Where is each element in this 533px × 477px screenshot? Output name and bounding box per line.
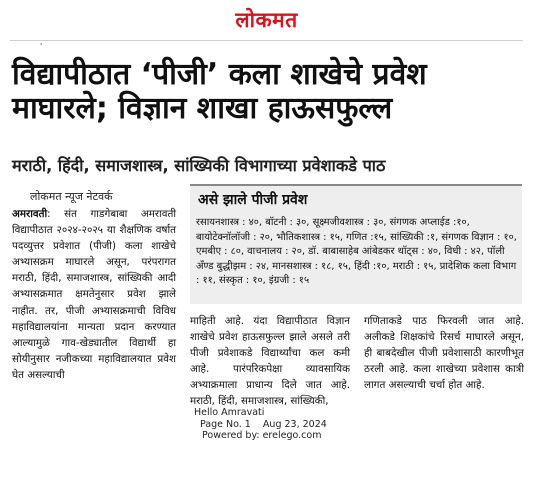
- subheadline: मराठी, हिंदी, समाजशास्त्र, सांख्यिकी विभागाच्या प्रवेशाकडे पाठ: [12, 156, 386, 175]
- edition-mark: ': [40, 42, 43, 51]
- article-text-left: : संत गाडगेबाबा अमरावती विद्यापीठात २०२४-२०२५ या शैक्षणिक वर्षात पदव्युत्तर प्रवेशात (पीजी) कला शाखेचे अभ्यासक्रम माघारले असून, परंपरागत मराठी, हिंदी, समाजशास्त्र, सांख्यिकी आदी अभ्यासक्रमात क्षमतेनुसार प्रवेश झाले नाहीत. तर, पीजी अभ्यासक्रमाची विविध महाविद्यालयांना मान्यता प्रदान करण्यात आल्यामुळे गाव-खेड्यातील विद्यार्थी हा सोयीनुसार नजीकच्या महाविद्यालयात प्रवेश घेत असल्याची: [12, 208, 176, 381]
- dateline-city: अमरावती: [12, 208, 48, 220]
- masthead-divider: [10, 40, 523, 41]
- footer-powered-by: Powered by: erelego.com: [202, 430, 322, 442]
- footer-edition: Hello Amravati: [194, 407, 265, 418]
- masthead-logo: लोकमत: [235, 7, 298, 32]
- byline: लोकमत न्यूज नेटवर्क: [30, 190, 113, 203]
- info-box-title: असे झाले पीजी प्रवेश: [198, 192, 308, 208]
- article-column-left: [12, 206, 176, 383]
- info-box-body: रसायनशास्त्र : ४०, बॉटनी : ३०, सूक्ष्मजीवशास्त्र : ३०, संगणक अप्लाईड :१०, बायोटेक्नॉलॉजी : २०, भौतिकशास्त्र : १५, गणित :१५, सांख्यिकी :१, संगणक विज्ञान : १०, एमबीए : ८०, वाचनालय : २०, डॉ. बाबासाहेब आंबेडकर थॉट्स : ४०, विधी : ४२, पॉली अँण्ड बुद्धीझम : २४, मानसशास्त्र : १८, १५, हिंदी :१०, मराठी : १५, प्रादेशिक कला विभाग : ११, संस्कृत : १०, इंग्रजी : १५: [196, 217, 517, 287]
- article-column-middle: माहिती आहे. यंदा विद्यापीठात विज्ञान शाखेचे प्रवेश हाऊसफुल्ल झाले असले तरी पीजी प्रवेशाकडे विद्यार्थ्यांचा कल कमी आहे. पारंपरिकपेक्षा व्यावसायिक अभ्याक्रमाला प्राधान्य दिले जात आहे. मराठी, हिंदी, समाजशास्त्र, सांख्यिकी,: [190, 315, 350, 408]
- headline: विद्यापीठात ‘पीजी’ कला शाखेचे प्रवेश माघारले; विज्ञान शाखा हाऊसफुल्ल: [12, 57, 427, 126]
- page-footer: [194, 407, 327, 442]
- footer-page-date: Page No. 1 Aug 23, 2024: [200, 418, 327, 430]
- article-column-right: गणिताकडे पाठ फिरवली जात आहे. अलीकडे शिक्षकांचे रिसर्च माघारले असून, ही बाबदेखील पीजी प्रवेशासाठी कारणीभूत ठरली आहे. कला शाखेच्या प्रवेशास कात्री लागत असल्याची चर्चा होत आहे.: [364, 315, 524, 392]
- info-box: [190, 184, 522, 304]
